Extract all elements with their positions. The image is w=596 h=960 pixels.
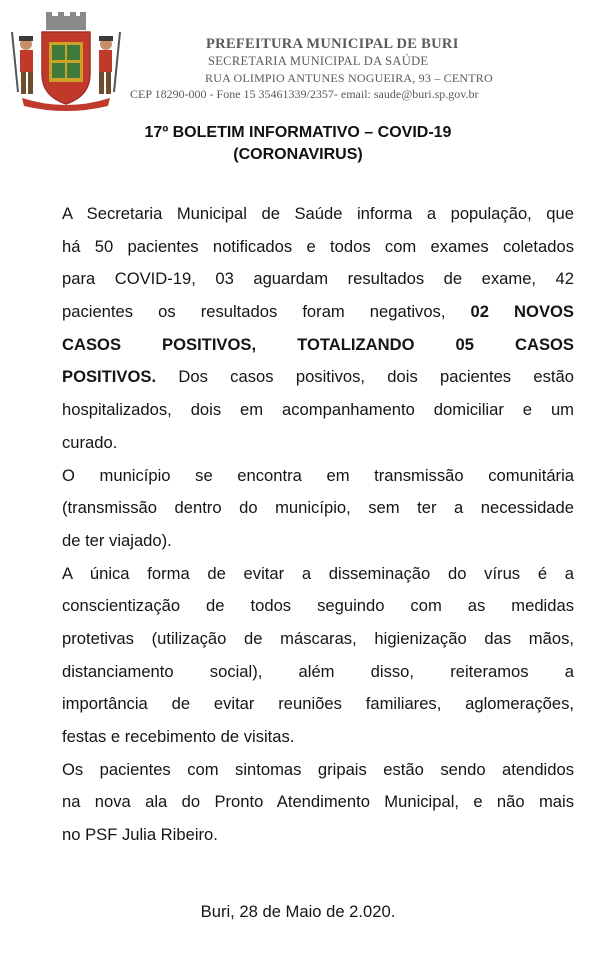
body-text: de ter viajado). [62, 530, 172, 550]
body-text: Dos casos positivos, dois pacientes estão [156, 367, 574, 387]
body-line [62, 427, 574, 460]
body-text: importância de evitar reuniões familiares, aglomerações, [62, 694, 574, 714]
letterhead-address: RUA OLIMPIO ANTUNES NOGUEIRA, 93 – CENTRO [205, 71, 493, 85]
body-text: O município se encontra em transmissão comunitária [62, 465, 574, 485]
headline-title: 17º BOLETIM INFORMATIVO – COVID-19 [144, 124, 452, 141]
body-line [62, 623, 574, 656]
body-text: distanciamento social), além disso, reiteramos a [62, 661, 574, 681]
letterhead-subtitle: SECRETARIA MUNICIPAL DA SAÚDE [208, 54, 429, 68]
body-line [62, 394, 574, 427]
body-line [62, 263, 574, 296]
body-text: curado. [62, 432, 118, 452]
body-line [62, 688, 574, 721]
bulletin-date: Buri, 28 de Maio de 2.020. [200, 902, 396, 921]
headline-subtitle: (CORONAVIRUS) [233, 146, 363, 163]
body-line [62, 296, 574, 329]
body-line [62, 558, 574, 591]
body-text: A Secretaria Municipal de Saúde informa a população, que [62, 204, 574, 223]
body-text: Os pacientes com sintomas gripais estão sendo atendidos [62, 759, 574, 779]
body-line [62, 460, 574, 493]
body-line [62, 656, 574, 689]
body-text-bold: CASOS POSITIVOS, TOTALIZANDO 05 CASOS [62, 334, 574, 354]
bulletin-body [62, 198, 574, 852]
body-line [62, 231, 574, 264]
body-text: protetivas (utilização de máscaras, higienização das mãos, [62, 628, 574, 648]
body-text: na nova ala do Pronto Atendimento Municipal, e não mais [62, 792, 574, 812]
body-line [62, 329, 574, 362]
body-line [62, 721, 574, 754]
body-text: festas e recebimento de visitas. [62, 727, 295, 746]
body-text-bold: 02 NOVOS [470, 302, 574, 322]
body-text: (transmissão dentro do município, sem ter a necessidade [62, 498, 574, 518]
body-line [62, 492, 574, 525]
body-text: conscientização de todos seguindo com as medidas [62, 596, 574, 616]
body-text: há 50 pacientes notificados e todos com exames coletados [62, 236, 574, 256]
body-text: para COVID-19, 03 aguardam resultados de exame, 42 [62, 269, 574, 289]
body-line [62, 198, 574, 231]
body-text: pacientes os resultados foram negativos, [62, 302, 471, 322]
bulletin-headline [60, 122, 536, 166]
body-text: no PSF Julia Ribeiro. [62, 825, 218, 845]
body-text: A única forma de evitar a disseminação do vírus é a [62, 563, 574, 583]
body-line [62, 754, 574, 787]
letterhead-title: PREFEITURA MUNICIPAL DE BURI [206, 36, 459, 52]
body-line [62, 590, 574, 623]
body-line [62, 819, 574, 852]
body-line [62, 786, 574, 819]
body-text: hospitalizados, dois em acompanhamento domiciliar e um [62, 400, 574, 420]
municipal-coat-of-arms-icon [8, 12, 124, 112]
body-line [62, 361, 574, 394]
letterhead-contact: CEP 18290-000 - Fone 15 35461339/2357- email: saude@buri.sp.gov.br [130, 87, 479, 101]
body-line [62, 525, 574, 558]
body-text-bold: POSITIVOS. [62, 367, 157, 387]
